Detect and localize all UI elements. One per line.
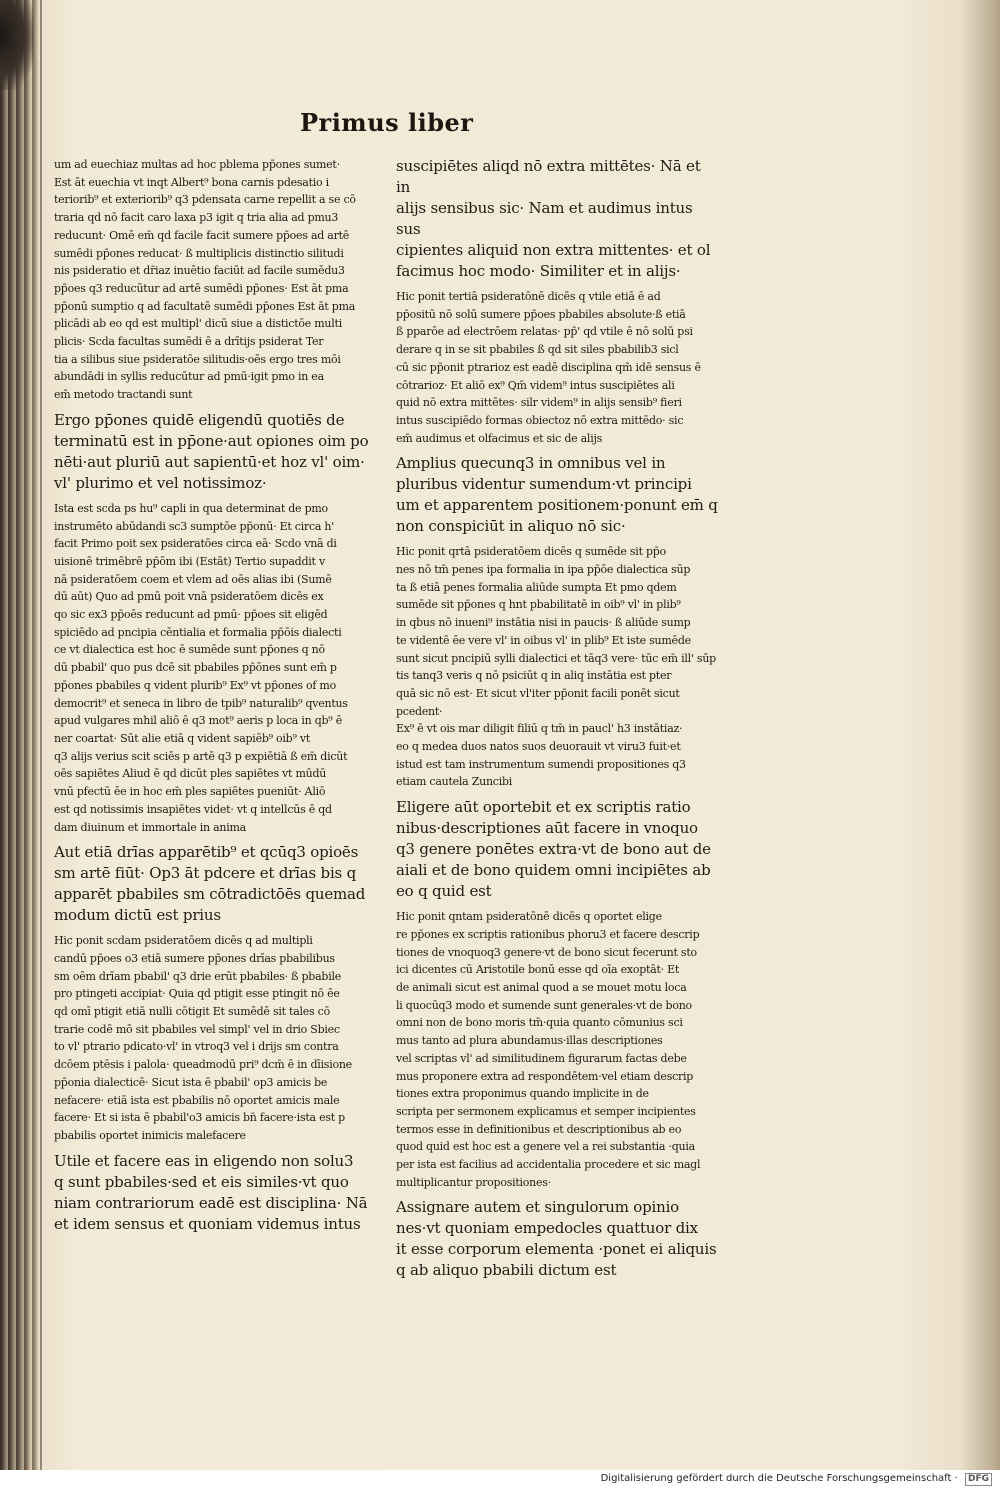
right-commentary-paragraph: Hic ponit tertiā psideratōnē dicēs q vtile etiā ē ad pp̄ositū nō solū sumere pp̄oes pbabiles absolute·ß etiā ß pparōe ad electrōem relatas· pp̄' qd vtile ē nō solū psi derare q in se sit pbabiles ß qd sit siles pbabilib3 sicl cū sic pp̄onit ptrarioz est eadē disciplina qm̄ idē sensus ē cōtrarioz· Et aliō ex⁹ Qm̄ videm⁹ intus suscipiētes ali quid nō extra mittētes· silr videm⁹ in alijs sensib⁹ fieri intus suscipiēdo formas obiectoz nō extra mittēdo· sic em̄ audimus et olfacimus et sic de alijs <box>396 290 701 445</box>
left-lemma-paragraph: Utile et facere eas in eligendo non solu3 q sunt pbabiles·sed et eis similes·vt quo niam contrariorum eadē est disciplina· Nā et idem sensus et quoniam videmus intus <box>54 1151 368 1233</box>
footer-credit: Digitalisierung gefördert durch die Deutsche Forschungsgemeinschaft · <box>600 1473 958 1484</box>
right-text-column <box>396 156 718 1287</box>
right-lemma-paragraph: Eligere aūt oportebit et ex scriptis ratio nibus·descriptiones aūt facere in vnoquo q3 genere ponētes extra·vt de bono aut de aiali et de bono quidem omni incipiētes ab eo q quid est <box>396 798 711 901</box>
right-commentary-paragraph: Hic ponit qrtā psideratōem dicēs q sumēde sit pp̄o nes nō tm̄ penes ipa formalia in ipa pp̄ōe dialectica sūp ta ß etiā penes formalia aliūde sumpta Et pmo qdem sumēde sit pp̄ones q hnt pbabilitatē in oib⁹ vl' in plib⁹ in qbus nō inueni⁹ instātia nisi in paucis· ß aliūde sump te videntē ēe vere vl' in oibus vl' in plib⁹ Et iste sumēde sunt sicut pncipiū sylli dialectici et tāq3 vere· tūc em̄ ill' sūp tis tanq3 veris q nō psiciūt q in aliq instātia est pter quā sic nō est· Et sicut vl'iter pp̄onit facili ponēt sicut pcedent· Ex⁹ ē vt ois mar diligit filiū q tm̄ in paucl' h3 instātiaz· eo q medea duos natos suos deuorauit vt viru3 fuit·et istud est tam instrumentum sumendi propositiones q3 etiam cautela Zuncibi <box>396 545 716 789</box>
footer-bar <box>0 1470 1000 1488</box>
right-lemma-paragraph: Assignare autem et singulorum opinio nes·vt quoniam empedocles quattuor dix it esse corporum elementa ·ponet ei aliquis q ab aliquo pbabili dictum est <box>396 1198 717 1280</box>
right-commentary-paragraph: Hic ponit qntam psideratōnē dicēs q oportet elige re pp̄ones ex scriptis rationibus phoru3 et facere descrip tiones de vnoquoq3 genere·vt de bono sicut fecerunt sto ici dicentes cū Aristotile bonū esse qd oīa exoptāt· Et de animali sicut est animal quod a se mouet motu loca li quocūq3 modo et sumende sunt generales·vt de bono omni non de bono moris tm̄·quia quanto cōmunius sci mus tanto ad plura abundamus·illas descriptiones vel scriptas vl' ad similitudinem figurarum factas debe mus proponere extra ad respondētem·vel etiam descrip tiones extra proponimus quando implicite in de scripta per sermonem explicamus et semper incipientes termos esse in definitionibus et descriptionibus ab eo quod quid est hoc est a genere vel a rei substantia ·quia per ista est facilius ad accidentalia procedere et sic magl multiplicantur propositiones· <box>396 910 701 1189</box>
left-lemma-paragraph: Aut etiā drīas apparētib⁹ et qcūq3 opioēs sm artē fiūt· Op3 āt pdcere et drīas bis q apparēt pbabiles sm cōtradictōēs quemad modum dictū est prius <box>54 843 366 925</box>
dfg-logo: DFG <box>965 1473 992 1486</box>
page-edge-shadow <box>960 0 1000 1470</box>
left-commentary-paragraph: Ista est scda ps hu⁹ capli in qua determinat de pmo instrumēto abūdandi sc3 sumptōe pp̄onū· Et circa h' facit Primo poit sex psideratōes circa eā· Scdo vnā di uisionē trimēbrē pp̄ōm ibi (Estāt) Tertio supaddit v nā psideratōem coem et vlem ad oēs alias ibi (Sumē dū aūt) Quo ad pmū poit vnā psideratōem dicēs ex qo sic ex3 pp̄oēs reducunt ad pmū· pp̄oes sit eligēd spiciēdo ad pncipia cēntialia et formalia pp̄ōis dialecti ce vt dialectica est hoc ē sumēde sunt pp̄ones q nō dū pbabil' quo pus dcē sit pbabiles pp̄ōnes sunt em̄ p pp̄ones pbabiles q vident plurib⁹ Ex⁹ vt pp̄ones of mo democrit⁹ et seneca in libro de tpib⁹ naturalib⁹ qventus apud vulgares mhil aliō ē q3 mot⁹ aeris p loca in qb⁹ ē ner coartat· Sūt alie etiā q vident sapiēb⁹ oib⁹ vt q3 alijs verius scit sciēs p artē q3 p expiētiā ß em̄ dicūt oēs sapiētes Aliud ē qd dicūt ples sapiētes vt mūdū vnū pfectū ēe in hoc em̄ ples sapiētes pueniūt· Aliō est qd notissimis insapiētes videt· vt q intellcūs ē qd dam diuinum et immortale in anima <box>54 501 348 834</box>
book-binding-shadow <box>0 0 34 90</box>
left-commentary-paragraph: um ad euechiaz multas ad hoc pblema pp̄ones sumet· Est āt euechia vt inqt Albert⁹ bona carnis pdesatio i teriorib⁹ et exteriorib⁹ q3 pdensata carne repellit a se cō traria qd nō facit caro laxa p3 igit q tria alia ad pmu3 reducunt· Omē em̄ qd facile facit sumere pp̄oes ad artē sumēdi pp̄ones reducat· ß multiplicis distinctio silitudi nis psideratio et dr̄iaz inuētio faciūt ad facile sumēdu3 pp̄oes q3 reducūtur ad artē sumēdi pp̄ones· Est āt pma pp̄onū sumptio q ad facultatē sumēdi pp̄ones Est āt pma plicādi ab eo qd est multipl' dicū siue a distictōe multi plicis· Scda facultas sumēdi ē a drītijs psiderat Ter tia a silibus siue psideratōe silitudis·oēs ergo tres mōi abundādi in syllis reducūtur ad pmū·igit pmo in ea em̄ metodo tractandi sunt <box>54 158 356 402</box>
page-title: Primus liber <box>300 108 474 137</box>
left-commentary-paragraph: Hic ponit scdam psideratōem dicēs q ad multipli candū pp̄oes o3 etiā sumere pp̄ones drīas pbabilibus sm oēm drīam pbabil' q3 drie erūt pbabiles· ß pbabile pro ptingeti accipiat· Quia qd ptigit esse ptingit nō ēe qd omī ptigit etiā nulli cōtigit Et sumēdē sit tales cō trarie codē mō sit pbabiles vel simpl' vel in drio Sbiec to vl' ptrario pdicato·vl' in vtroq3 vel i drijs sm contra dcōem ptēsis i palola· queadmodū pri⁹ dcm̄ ē in dīisione pp̄onia dialecticē· Sicut ista ē pbabil' op3 amicis be nefacere· etiā ista est pbabilis nō oportet amicis male facere· Et si ista ē pbabil'o3 amicis bn̄ facere·ista est p pbabilis oportet inimicis malefacere <box>54 934 352 1142</box>
book-spine-edge <box>0 0 42 1470</box>
right-lemma-paragraph: suscipiētes aliqd nō extra mittētes· Nā et in alijs sensibus sic· Nam et audimus intus sus cipientes aliquid non extra mittentes· et ol facimus hoc modo· Similiter et in alijs· <box>396 157 711 280</box>
right-lemma-paragraph: Amplius quecunq3 in omnibus vel in pluribus videntur sumendum·vt principi um et apparentem positionem·ponunt em̄ q non conspiciūt in aliquo nō sic· <box>396 454 718 536</box>
left-text-column <box>54 156 376 1241</box>
left-lemma-paragraph: Ergo pp̄ones quidē eligendū quotiēs de terminatū est in pp̄one·aut opiones oim po nēti·aut pluriū aut sapientū·et hoz vl' oim· vl' plurimo et vel notissimoz· <box>54 410 369 492</box>
